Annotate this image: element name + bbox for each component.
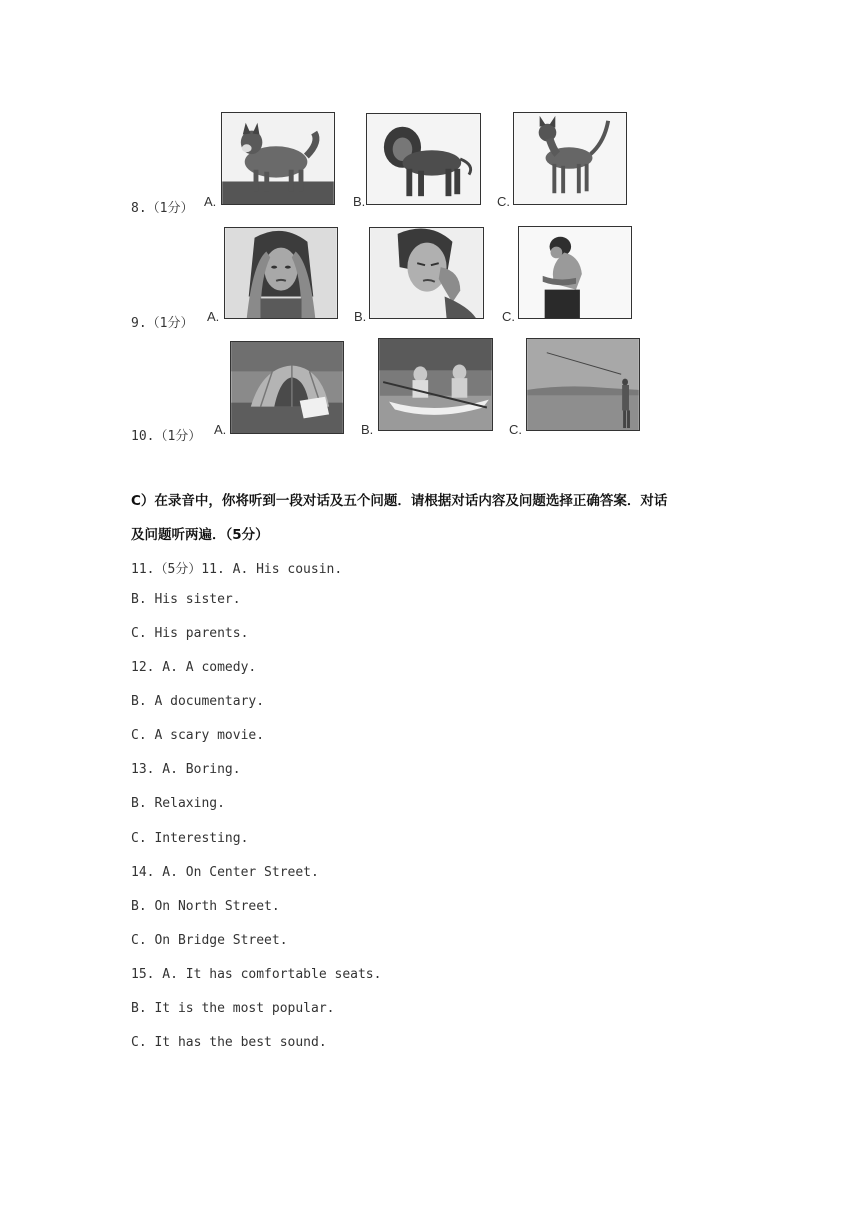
q8-option-c-letter[interactable]: C. bbox=[497, 194, 510, 209]
question-10-label: 10.（1分） bbox=[131, 429, 202, 444]
lion-icon[interactable] bbox=[366, 113, 481, 205]
kayak-icon[interactable] bbox=[378, 338, 493, 431]
q14-line-a: 14. A. On Center Street. bbox=[131, 865, 319, 880]
section-c-instruction-line1: C）在录音中，你将听到一段对话及五个问题．请根据对话内容及问题选择正确答案．对话 bbox=[131, 493, 668, 509]
question-8-label: 8.（1分） bbox=[131, 201, 194, 216]
cat-icon[interactable] bbox=[513, 112, 627, 205]
q9-option-b-letter[interactable]: B. bbox=[354, 309, 367, 324]
q8-option-b-letter[interactable]: B. bbox=[353, 194, 366, 209]
q11-option-c: C. His parents. bbox=[131, 626, 249, 641]
q9-option-c-letter[interactable]: C. bbox=[502, 309, 515, 324]
question-9-label: 9.（1分） bbox=[131, 316, 194, 331]
q10-option-b-letter[interactable]: B. bbox=[361, 422, 374, 437]
q13-option-c: C. Interesting. bbox=[131, 831, 249, 846]
q15-option-c: C. It has the best sound. bbox=[131, 1035, 327, 1050]
stomachache-icon[interactable] bbox=[518, 226, 632, 319]
q9-option-a-letter[interactable]: A. bbox=[207, 309, 220, 324]
dog-icon[interactable] bbox=[221, 112, 335, 205]
q14-option-c: C. On Bridge Street. bbox=[131, 933, 288, 948]
q11-option-b: B. His sister. bbox=[131, 592, 241, 607]
q13-line-a: 13. A. Boring. bbox=[131, 762, 241, 777]
q12-option-b: B. A documentary. bbox=[131, 694, 265, 709]
q14-option-b: B. On North Street. bbox=[131, 899, 280, 914]
fishing-icon[interactable] bbox=[526, 338, 640, 431]
toothache-icon[interactable] bbox=[369, 227, 484, 319]
q15-line-a: 15. A. It has comfortable seats. bbox=[131, 967, 382, 982]
q11-line-a: 11.（5分）11. A. His cousin. bbox=[131, 562, 343, 577]
q10-option-c-letter[interactable]: C. bbox=[509, 422, 522, 437]
q8-option-a-letter[interactable]: A. bbox=[204, 194, 217, 209]
q10-option-a-letter[interactable]: A. bbox=[214, 422, 227, 437]
q15-option-b: B. It is the most popular. bbox=[131, 1001, 335, 1016]
section-c-instruction-line2: 及问题听两遍．（5分） bbox=[131, 527, 269, 543]
q12-option-c: C. A scary movie. bbox=[131, 728, 265, 743]
tent-icon[interactable] bbox=[230, 341, 344, 434]
headache-icon[interactable] bbox=[224, 227, 338, 319]
q13-option-b: B. Relaxing. bbox=[131, 796, 225, 811]
q12-line-a: 12. A. A comedy. bbox=[131, 660, 257, 675]
